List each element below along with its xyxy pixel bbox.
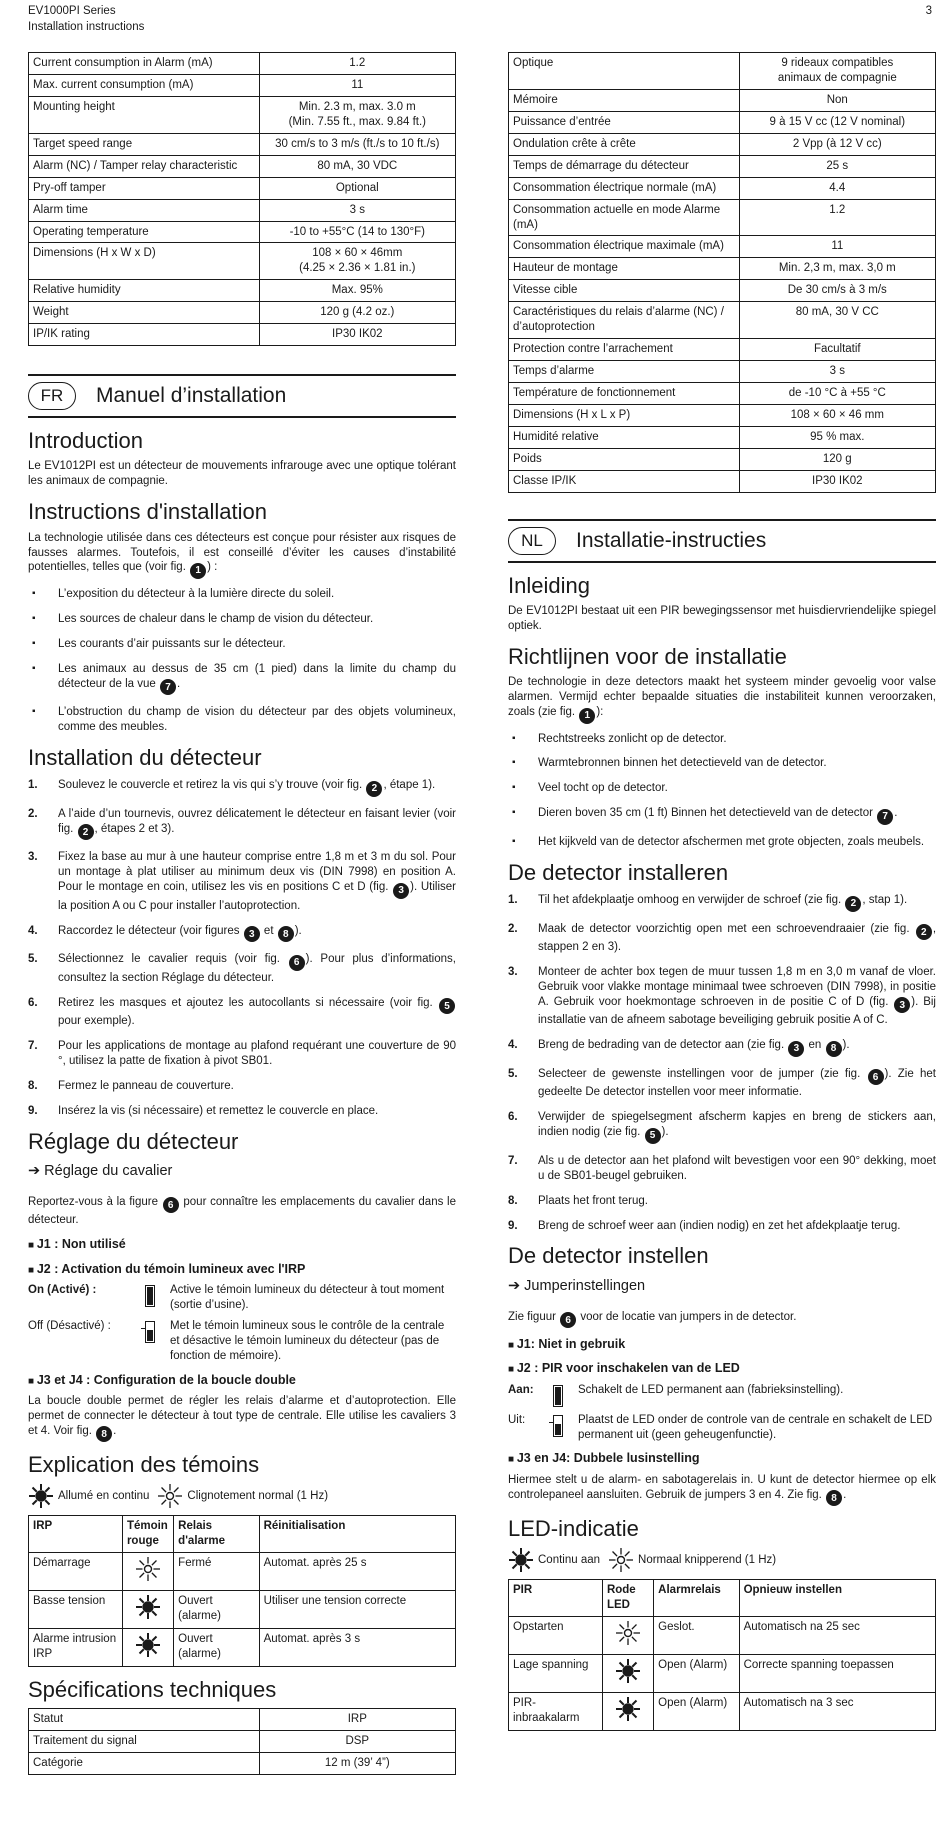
spec-value: 9 rideaux compatibles animaux de compagnie — [739, 53, 935, 90]
spec-value: 1.2 — [739, 199, 935, 236]
spec-label: Relative humidity — [29, 280, 260, 302]
list-item: 1. Soulevez le couvercle et retirez la vis qui s’y trouve (voir fig. 2 , étape 1). — [28, 778, 456, 797]
step-number: 3. — [508, 966, 518, 979]
table-header-row — [29, 1516, 456, 1553]
heading-installation-guidelines: Instructions d'installation — [28, 499, 267, 525]
jumper-paragraph: Reportez-vous à la figure 6 pour connaître les emplacements du cavalier dans le détecteur. — [28, 1195, 456, 1227]
jumper-off-icon — [145, 1321, 155, 1343]
led-state: Alarme intrusion IRP — [29, 1629, 123, 1667]
jumper-j2: ■ J2 : PIR voor inschakelen van de LED — [508, 1360, 936, 1376]
led-steady-icon — [28, 1483, 54, 1509]
led-blink-icon — [615, 1620, 641, 1646]
led-steady-icon — [615, 1658, 641, 1684]
led-legend — [28, 1483, 456, 1509]
led-icon-cell — [122, 1591, 173, 1629]
spec-value: 120 g (4.2 oz.) — [259, 302, 455, 324]
table-row — [29, 243, 456, 280]
spec-label: Caractéristiques du relais d’alarme (NC) / d’autoprotection — [509, 302, 740, 339]
spec-value: De 30 cm/s à 3 m/s — [739, 280, 935, 302]
legend-steady-label: Continu aan — [538, 1553, 601, 1566]
spec-value: 12 m (39’ 4”) — [259, 1753, 455, 1775]
relay-state: Ouvert (alarme) — [174, 1629, 259, 1667]
figure-ref-icon: 8 — [826, 1490, 842, 1506]
figure-ref-icon: 7 — [877, 809, 893, 825]
page-header — [28, 4, 144, 35]
list-item: ▪ Les animaux au dessus de 35 cm (1 pied) dans la limite du champ du détecteur de la vue 7 . — [28, 662, 456, 695]
spec-value: IP30 IK02 — [739, 470, 935, 492]
figure-ref-icon: 3 — [393, 883, 409, 899]
led-blink-icon — [608, 1547, 634, 1573]
led-state: Basse tension — [29, 1591, 123, 1629]
figure-ref-icon: 3 — [244, 926, 260, 942]
table-row — [29, 177, 456, 199]
led-legend — [508, 1547, 936, 1573]
figure-ref-icon: 3 — [788, 1041, 804, 1057]
list-item: 7. Als u de detector aan het plafond wilt bevestigen voor een 90° dekking, moet u de SB01-beugel gebruiken. — [508, 1154, 936, 1182]
jumper-off-icon — [553, 1415, 563, 1437]
section-title: Manuel d’installation — [96, 384, 287, 408]
right-column — [508, 52, 936, 1731]
spec-label: Pry-off tamper — [29, 177, 260, 199]
spec-label: Hauteur de montage — [509, 258, 740, 280]
spec-table-fr-continued — [508, 52, 936, 493]
heading-detector-settings: Réglage du détecteur — [28, 1128, 239, 1154]
table-row — [509, 89, 936, 111]
reset-info: Automatisch na 3 sec — [739, 1693, 935, 1731]
jumper-j1: ■ J1: Niet in gebruik — [508, 1336, 936, 1352]
heading-led: LED-indicatie — [508, 1516, 639, 1542]
led-icon-cell — [122, 1553, 173, 1591]
spec-value: DSP — [259, 1731, 455, 1753]
jumper-state-text: Plaatst de LED onder de controle van de centrale en schakelt de LED permanent uit (geen geheugenfunctie). — [578, 1413, 933, 1441]
led-icon-cell — [602, 1693, 653, 1731]
list-item: 4. Raccordez le détecteur (voir figures 3 et 8 ). — [28, 924, 456, 943]
relay-state: Open (Alarm) — [654, 1655, 739, 1693]
table-row — [509, 302, 936, 339]
heading-install-detector: De detector installeren — [508, 859, 729, 885]
led-state: Démarrage — [29, 1553, 123, 1591]
jumper-state-label: On (Activé) : — [28, 1283, 97, 1296]
step-number: 1. — [28, 779, 38, 792]
table-row — [29, 74, 456, 96]
column-header: Alarmrelais — [654, 1580, 739, 1617]
spec-label: Target speed range — [29, 133, 260, 155]
spec-value: de -10 °C à +55 °C — [739, 383, 935, 405]
table-row — [509, 1693, 936, 1731]
relay-state: Ouvert (alarme) — [174, 1591, 259, 1629]
table-row — [29, 1753, 456, 1775]
table-row — [29, 96, 456, 133]
reset-info: Automat. après 3 s — [259, 1629, 455, 1667]
list-item: ▪ Warmtebronnen binnen het detectieveld van de detector. — [508, 756, 936, 771]
jumper-state-text: Schakelt de LED permanent aan (fabrieksinstelling). — [578, 1383, 844, 1396]
spec-label: Classe IP/IK — [509, 470, 740, 492]
list-item: 4. Breng de bedrading van de detector aan (zie fig. 3 en 8 ). — [508, 1038, 936, 1057]
spec-value: Facultatif — [739, 339, 935, 361]
spec-label: Temps de démarrage du détecteur — [509, 155, 740, 177]
figure-ref-icon: 2 — [366, 781, 382, 797]
spec-label: Alarm (NC) / Tamper relay characteristic — [29, 155, 260, 177]
table-row — [509, 339, 936, 361]
spec-value: 80 mA, 30 V CC — [739, 302, 935, 339]
spec-label: Puissance d’entrée — [509, 111, 740, 133]
table-row — [509, 1655, 936, 1693]
jumper-state-text: Active le témoin lumineux du détecteur à tout moment (sortie d’usine). — [170, 1283, 445, 1311]
guidelines-paragraph: La technologie utilisée dans ces détecteurs est conçue pour résister aux risques de fausses alarmes. Toutefois, il est conseillé d’éviter les causes d’instabilité potentielles, telles que (voir fig. 1 ) : — [28, 531, 456, 579]
spec-label: Ondulation crête à crête — [509, 133, 740, 155]
list-item: ▪ Veel tocht op de detector. — [508, 781, 936, 796]
figure-ref-icon: 2 — [845, 896, 861, 912]
step-number: 5. — [508, 1067, 518, 1080]
list-item: ▪ Dieren boven 35 cm (1 ft) Binnen het detectieveld van de detector 7 . — [508, 806, 936, 825]
column-header: PIR — [509, 1580, 603, 1617]
spec-value: Max. 95% — [259, 280, 455, 302]
relay-state: Open (Alarm) — [654, 1693, 739, 1731]
step-number: 8. — [28, 1079, 38, 1092]
spec-value: Min. 2.3 m, max. 3.0 m (Min. 7.55 ft., max. 9.84 ft.) — [259, 96, 455, 133]
table-row — [509, 404, 936, 426]
table-header-row — [509, 1580, 936, 1617]
figure-ref-icon: 6 — [163, 1197, 179, 1213]
figure-ref-icon: 5 — [439, 998, 455, 1014]
heading-led: Explication des témoins — [28, 1452, 260, 1478]
table-row — [29, 302, 456, 324]
spec-label: Humidité relative — [509, 426, 740, 448]
nl-body — [508, 573, 936, 1731]
reset-info: Automatisch na 25 sec — [739, 1617, 935, 1655]
install-steps — [508, 893, 936, 1233]
figure-ref-icon: 8 — [96, 1426, 112, 1442]
install-steps — [28, 778, 456, 1118]
spec-table-fr — [28, 1708, 456, 1775]
list-item: 6. Verwijder de spiegelsegment afscherm kapjes en breng de stickers aan, indien nodig (zie fig. 5 ). — [508, 1110, 936, 1143]
spec-value: 108 × 60 × 46 mm — [739, 404, 935, 426]
led-state: PIR-inbraakalarm — [509, 1693, 603, 1731]
figure-ref-icon: 1 — [579, 708, 595, 724]
led-steady-icon — [508, 1547, 534, 1573]
led-steady-icon — [615, 1696, 641, 1722]
spec-label: Dimensions (H x W x D) — [29, 243, 260, 280]
jumper-paragraph: Zie figuur 6 voor de locatie van jumpers in de detector. — [508, 1310, 936, 1329]
spec-label: Operating temperature — [29, 221, 260, 243]
list-item: 8. Fermez le panneau de couverture. — [28, 1079, 234, 1092]
figure-ref-icon: 2 — [78, 824, 94, 840]
list-item: 5. Sélectionnez le cavalier requis (voir fig. 6 ). Pour plus d’informations, consultez la section Réglage du détecteur. — [28, 953, 456, 984]
step-number: 5. — [28, 953, 38, 966]
list-item: ▪ Het kijkveld van de detector afschermen met grote objecten, zoals meubels. — [508, 835, 936, 850]
list-item: 6. Retirez les masques et ajoutez les autocollants si nécessaire (voir fig. 5 pour exemple). — [28, 996, 456, 1029]
table-row — [509, 236, 936, 258]
figure-ref-icon: 1 — [190, 563, 206, 579]
heading-installation-guidelines: Richtlijnen voor de installatie — [508, 643, 787, 669]
spec-value: Non — [739, 89, 935, 111]
spec-label: Current consumption in Alarm (mA) — [29, 53, 260, 75]
led-icon-cell — [122, 1629, 173, 1667]
spec-value: IP30 IK02 — [259, 324, 455, 346]
risk-list — [508, 732, 936, 850]
jumper-settings-heading: ➔ Réglage du cavalier — [28, 1163, 173, 1180]
jumper-state-label: Uit: — [508, 1413, 526, 1426]
column-header: Rode LED — [602, 1580, 653, 1617]
table-row — [29, 1731, 456, 1753]
spec-value: Optional — [259, 177, 455, 199]
table-row — [509, 111, 936, 133]
figure-ref-icon: 2 — [916, 924, 932, 940]
spec-label: Vitesse cible — [509, 280, 740, 302]
double-loop-paragraph: La boucle double permet de régler les relais d’alarme et d’autoprotection. Elle permet de connecter le détecteur à tout type de centrale. Elle utilise les cavaliers 3 et 4. Voir fig. 8 . — [28, 1394, 456, 1442]
heading-install-detector: Installation du détecteur — [28, 745, 262, 771]
table-row — [509, 470, 936, 492]
spec-label: Température de fonctionnement — [509, 383, 740, 405]
spec-value: 25 s — [739, 155, 935, 177]
spec-label: Temps d’alarme — [509, 361, 740, 383]
led-table — [28, 1515, 456, 1667]
figure-ref-icon: 6 — [868, 1069, 884, 1085]
spec-value: 80 mA, 30 VDC — [259, 155, 455, 177]
step-number: 8. — [508, 1194, 518, 1207]
spec-value: 108 × 60 × 46mm (4.25 × 2.36 × 1.81 in.) — [259, 243, 455, 280]
jumper-state-label: Aan: — [508, 1383, 534, 1396]
led-state: Lage spanning — [509, 1655, 603, 1693]
figure-ref-icon: 5 — [645, 1128, 661, 1144]
table-row — [29, 199, 456, 221]
spec-value: -10 to +55°C (14 to 130°F) — [259, 221, 455, 243]
led-steady-icon — [135, 1632, 161, 1658]
step-number: 3. — [28, 851, 38, 864]
step-number: 1. — [508, 894, 518, 907]
step-number: 9. — [508, 1219, 518, 1232]
jumper-state-text: Met le témoin lumineux sous le contrôle de la centrale et désactive le témoin lumineux du détecteur (pas de fonction de mémoire). — [170, 1319, 445, 1362]
led-blink-icon — [135, 1556, 161, 1582]
jumper-j1: ■ J1 : Non utilisé — [28, 1236, 456, 1252]
step-number: 7. — [28, 1040, 38, 1053]
spec-label: Max. current consumption (mA) — [29, 74, 260, 96]
spec-value: 30 cm/s to 3 m/s (ft./s to 10 ft./s) — [259, 133, 455, 155]
figure-ref-icon: 6 — [560, 1312, 576, 1328]
language-banner-nl — [508, 519, 936, 563]
table-row — [509, 426, 936, 448]
spec-label: Mounting height — [29, 96, 260, 133]
list-item: 5. Selecteer de gewenste instellingen voor de jumper (zie fig. 6 ). Zie het gedeelte De detector instellen voor meer informatie. — [508, 1067, 936, 1099]
spec-label: Weight — [29, 302, 260, 324]
heading-introduction: Inleiding — [508, 572, 590, 598]
spec-label: Consommation électrique maximale (mA) — [509, 236, 740, 258]
jumper-on-icon — [145, 1285, 155, 1307]
spec-label: Protection contre l’arrachement — [509, 339, 740, 361]
risk-list — [28, 587, 456, 735]
legend-blink-label: Normaal knipperend (1 Hz) — [638, 1553, 777, 1566]
intro-paragraph: De EV1012PI bestaat uit een PIR bewegingssensor met huisdiervriendelijke spiegel optiek. — [508, 604, 936, 632]
spec-label: Statut — [29, 1709, 260, 1731]
led-steady-icon — [135, 1594, 161, 1620]
jumper-icon-cell — [138, 1283, 162, 1313]
spec-value: 1.2 — [259, 53, 455, 75]
section-title: Installatie-instructies — [576, 529, 767, 553]
list-item: ▪ L’exposition du détecteur à la lumière directe du soleil. — [28, 587, 456, 602]
spec-label: Consommation électrique normale (mA) — [509, 177, 740, 199]
spec-value: 4.4 — [739, 177, 935, 199]
led-blink-icon — [157, 1483, 183, 1509]
table-row — [509, 258, 936, 280]
reset-info: Correcte spanning toepassen — [739, 1655, 935, 1693]
led-icon-cell — [602, 1617, 653, 1655]
left-column — [28, 52, 456, 1775]
table-row — [509, 133, 936, 155]
step-number: 2. — [508, 922, 518, 935]
step-number: 4. — [508, 1039, 518, 1052]
spec-label: Mémoire — [509, 89, 740, 111]
column-header: Opnieuw instellen — [739, 1580, 935, 1617]
table-row — [509, 1617, 936, 1655]
list-item: 8. Plaats het front terug. — [508, 1194, 648, 1207]
spec-value: 2 Vpp (à 12 V cc) — [739, 133, 935, 155]
spec-label: Consommation actuelle en mode Alarme (mA) — [509, 199, 740, 236]
figure-ref-icon: 6 — [289, 955, 305, 971]
spec-value: 9 à 15 V cc (12 V nominal) — [739, 111, 935, 133]
jumper-on-icon — [553, 1385, 563, 1407]
table-row — [29, 133, 456, 155]
column-header: Témoin rouge — [122, 1516, 173, 1553]
figure-ref-icon: 8 — [826, 1041, 842, 1057]
led-table — [508, 1579, 936, 1731]
spec-value: 120 g — [739, 448, 935, 470]
spec-label: Alarm time — [29, 199, 260, 221]
table-row — [509, 383, 936, 405]
table-row — [29, 1629, 456, 1667]
step-number: 9. — [28, 1104, 38, 1117]
spec-value: 3 s — [739, 361, 935, 383]
figure-ref-icon: 3 — [894, 997, 910, 1013]
spec-value: Min. 2,3 m, max. 3,0 m — [739, 258, 935, 280]
list-item: 9. Breng de schroef weer aan (indien nodig) en zet het afdekplaatje terug. — [508, 1219, 901, 1232]
fr-body — [28, 428, 456, 1775]
spec-label: Poids — [509, 448, 740, 470]
led-state: Opstarten — [509, 1617, 603, 1655]
jumper-row-off — [28, 1319, 456, 1364]
jumper-j3-j4: ■ J3 en J4: Dubbele lusinstelling — [508, 1450, 936, 1466]
table-row — [509, 155, 936, 177]
jumper-icon-cell — [546, 1413, 570, 1443]
language-badge: NL — [508, 527, 556, 555]
table-row — [29, 53, 456, 75]
intro-paragraph: Le EV1012PI est un détecteur de mouvements infrarouge avec une optique tolérant les animaux de compagnie. — [28, 460, 456, 488]
table-row — [29, 155, 456, 177]
column-header: Relais d'alarme — [174, 1516, 259, 1553]
jumper-row-on — [508, 1383, 936, 1407]
page-number: 3 — [925, 5, 932, 17]
spec-value: 11 — [259, 74, 455, 96]
series-name: EV1000PI Series — [28, 5, 116, 17]
list-item: 7. Pour les applications de montage au plafond requérant une couverture de 90 °, utilisez la patte de fixation à pivot SB01. — [28, 1040, 456, 1067]
list-item: ▪ Les sources de chaleur dans le champ de vision du détecteur. — [28, 612, 456, 627]
language-badge: FR — [28, 382, 76, 410]
step-number: 2. — [28, 807, 38, 820]
spec-label: IP/IK rating — [29, 324, 260, 346]
heading-introduction: Introduction — [28, 428, 143, 454]
spec-value: IRP — [259, 1709, 455, 1731]
reset-info: Automat. après 25 s — [259, 1553, 455, 1591]
jumper-icon-cell — [138, 1319, 162, 1364]
table-row — [29, 1591, 456, 1629]
led-icon-cell — [602, 1655, 653, 1693]
list-item: 3. Fixez la base au mur à une hauteur comprise entre 1,8 m et 3 m du sol. Pour un montage à plat utiliser au minimum deux vis (DIN 7998) en position A. Pour le montage en coin, utilisez les vis en positions C et D (fig. 3 ). Utiliser la position A ou C pour installer l’autoprotection. — [28, 851, 456, 912]
column-header: IRP — [29, 1516, 123, 1553]
table-row — [509, 280, 936, 302]
figure-ref-icon: 8 — [278, 926, 294, 942]
table-row — [29, 1709, 456, 1731]
heading-detector-settings: De detector instellen — [508, 1243, 709, 1269]
document-subtitle: Installation instructions — [28, 20, 145, 33]
double-loop-paragraph: Hiermee stelt u de alarm- en sabotagerelais in. U kunt de detector hiermee op elk controlepaneel aansluiten. Gebruik de jumpers 3 en 4. Zie fig. 8 . — [508, 1473, 936, 1506]
jumper-state-label: Off (Désactivé) : — [28, 1319, 111, 1332]
spec-value: 3 s — [259, 199, 455, 221]
list-item: 1. Til het afdekplaatje omhoog en verwijder de schroef (zie fig. 2 , stap 1). — [508, 893, 936, 912]
table-row — [29, 324, 456, 346]
jumper-row-off — [508, 1413, 936, 1443]
spec-label: Catégorie — [29, 1753, 260, 1775]
heading-technical-specs: Spécifications techniques — [28, 1677, 277, 1703]
list-item: ▪ Rechtstreeks zonlicht op de detector. — [508, 732, 936, 747]
jumper-row-on — [28, 1283, 456, 1313]
spec-value: 95 % max. — [739, 426, 935, 448]
relay-state: Fermé — [174, 1553, 259, 1591]
figure-ref-icon: 7 — [160, 679, 176, 695]
list-item: ▪ Les courants d’air puissants sur le détecteur. — [28, 637, 456, 652]
table-row — [509, 53, 936, 90]
step-number: 4. — [28, 924, 38, 937]
jumper-j3-j4: ■ J3 et J4 : Configuration de la boucle double — [28, 1372, 456, 1388]
guidelines-paragraph: De technologie in deze detectors maakt het systeem minder gevoelig voor valse alarmen. Vermijd echter bepaalde situaties die instabiliteit kunnen veroorzaken, zoals (zie fig. 1 ): — [508, 675, 936, 723]
list-item: 2. A l’aide d’un tournevis, ouvrez délicatement le détecteur en faisant levier (voir fig. 2 , étapes 2 et 3). — [28, 807, 456, 840]
language-banner-fr — [28, 374, 456, 418]
table-row — [509, 199, 936, 236]
table-row — [509, 177, 936, 199]
list-item: ▪ L’obstruction du champ de vision du détecteur par des objets volumineux, comme des meubles. — [28, 705, 456, 735]
spec-label: Dimensions (H x L x P) — [509, 404, 740, 426]
column-header: Réinitialisation — [259, 1516, 455, 1553]
step-number: 6. — [28, 996, 38, 1009]
jumper-settings-heading: ➔ Jumperinstellingen — [508, 1277, 646, 1294]
legend-blink-label: Clignotement normal (1 Hz) — [187, 1489, 329, 1502]
list-item: 2. Maak de detector voorzichtig open met een schroevendraaier (zie fig. 2 , stappen 2 en 3). — [508, 922, 937, 954]
legend-steady-label: Allumé en continu — [58, 1489, 150, 1502]
table-row — [29, 280, 456, 302]
table-row — [29, 221, 456, 243]
reset-info: Utiliser une tension correcte — [259, 1591, 455, 1629]
step-number: 7. — [508, 1154, 518, 1167]
relay-state: Geslot. — [654, 1617, 739, 1655]
jumper-j2: ■ J2 : Activation du témoin lumineux avec l'IRP — [28, 1261, 456, 1277]
spec-value: 11 — [739, 236, 935, 258]
table-row — [509, 448, 936, 470]
table-row — [509, 361, 936, 383]
spec-label: Traitement du signal — [29, 1731, 260, 1753]
spec-label: Optique — [509, 53, 740, 90]
spec-table-en — [28, 52, 456, 346]
jumper-icon-cell — [546, 1383, 570, 1407]
list-item: 3. Monteer de achter box tegen de muur tussen 1,8 m en 3,0 m vanaf de vloer. Gebruik voor vlakke montage minimaal twee schroeven (DIN 7998), in positie A. Gebruik voor hoekmontage schroeven in de positie C of D (fig. 3 ). Bij installatie van de afneem sabotage beveiliging gebruik positie A of C. — [508, 966, 936, 1027]
table-row — [29, 1553, 456, 1591]
list-item: 9. Insérez la vis (si nécessaire) et remettez le couvercle en place. — [28, 1104, 379, 1117]
step-number: 6. — [508, 1111, 518, 1124]
